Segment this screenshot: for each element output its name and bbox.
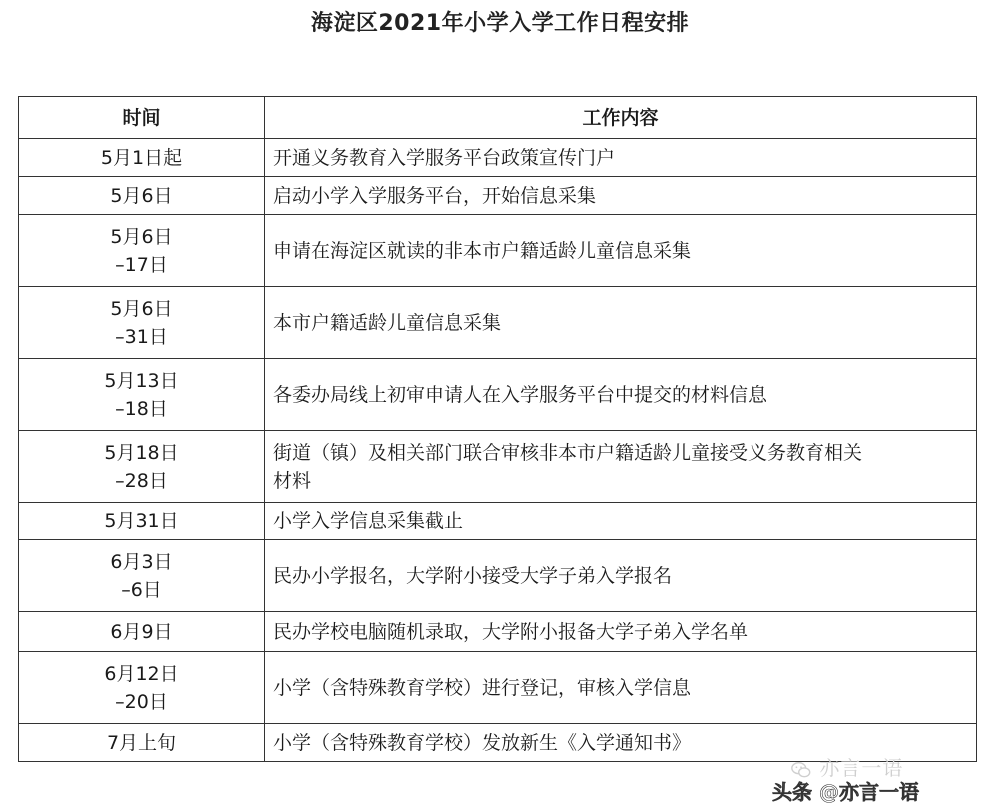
time-line: –18日 <box>115 397 168 420</box>
work-cell <box>265 177 977 215</box>
wechat-watermark-text: 亦言一语 <box>819 756 904 780</box>
time-line: 6月3日 <box>110 550 173 573</box>
work-line: 申请在海淀区就读的非本市户籍适龄儿童信息采集 <box>273 239 692 262</box>
time-cell <box>19 652 265 724</box>
time-cell <box>19 540 265 612</box>
time-line: 5月18日 <box>104 441 179 464</box>
time-line: 5月6日 <box>110 184 173 207</box>
time-cell <box>19 724 265 762</box>
time-line: –6日 <box>121 578 162 601</box>
time-line: 7月上旬 <box>106 731 177 754</box>
work-cell <box>265 503 977 540</box>
table-row <box>19 540 977 612</box>
time-cell <box>19 215 265 287</box>
work-line: 各委办局线上初审申请人在入学服务平台中提交的材料信息 <box>273 383 768 406</box>
table-row <box>19 287 977 359</box>
time-cell <box>19 503 265 540</box>
work-cell <box>265 359 977 431</box>
time-cell <box>19 431 265 503</box>
work-line: 开通义务教育入学服务平台政策宣传门户 <box>273 146 616 169</box>
table-row <box>19 503 977 540</box>
time-line: 5月6日 <box>110 225 173 248</box>
table-row <box>19 139 977 177</box>
header-time: 时间 <box>19 97 265 139</box>
work-cell <box>265 215 977 287</box>
time-line: –20日 <box>115 690 168 713</box>
work-line: 街道（镇）及相关部门联合审核非本市户籍适龄儿童接受义务教育相关 <box>273 441 863 464</box>
time-line: 6月12日 <box>104 662 179 685</box>
work-line: 启动小学入学服务平台，开始信息采集 <box>273 184 597 207</box>
table-row <box>19 431 977 503</box>
time-line: 5月1日起 <box>100 146 183 169</box>
time-cell <box>19 177 265 215</box>
header-work: 工作内容 <box>265 97 977 139</box>
time-line: –31日 <box>115 325 168 348</box>
work-cell <box>265 287 977 359</box>
work-line: 材料 <box>273 469 312 492</box>
work-line: 民办学校电脑随机录取，大学附小报备大学子弟入学名单 <box>273 620 749 643</box>
work-line: 小学（含特殊教育学校）进行登记，审核入学信息 <box>273 676 692 699</box>
table-row <box>19 652 977 724</box>
time-line: –17日 <box>115 253 168 276</box>
table-header-row <box>19 97 977 139</box>
work-cell <box>265 431 977 503</box>
work-cell <box>265 540 977 612</box>
time-cell <box>19 359 265 431</box>
time-line: 5月13日 <box>104 369 179 392</box>
time-cell <box>19 139 265 177</box>
work-cell <box>265 139 977 177</box>
page-title: 海淀区2021年小学入学工作日程安排 <box>310 11 690 36</box>
schedule-table <box>18 96 977 762</box>
work-line: 本市户籍适龄儿童信息采集 <box>273 311 502 334</box>
time-cell <box>19 287 265 359</box>
table-row <box>19 359 977 431</box>
work-line: 小学（含特殊教育学校）发放新生《入学通知书》 <box>273 731 692 754</box>
work-cell <box>265 612 977 652</box>
table-row <box>19 612 977 652</box>
work-cell <box>265 652 977 724</box>
table-row <box>19 177 977 215</box>
work-line: 小学入学信息采集截止 <box>273 510 464 532</box>
time-cell <box>19 612 265 652</box>
time-line: 5月6日 <box>110 297 173 320</box>
toutiao-watermark: 头条 @亦言一语 <box>772 780 919 804</box>
time-line: –28日 <box>115 469 168 492</box>
work-line: 民办小学报名，大学附小接受大学子弟入学报名 <box>273 564 673 587</box>
time-line: 6月9日 <box>110 620 173 643</box>
time-line: 5月31日 <box>104 510 179 532</box>
table-row <box>19 215 977 287</box>
